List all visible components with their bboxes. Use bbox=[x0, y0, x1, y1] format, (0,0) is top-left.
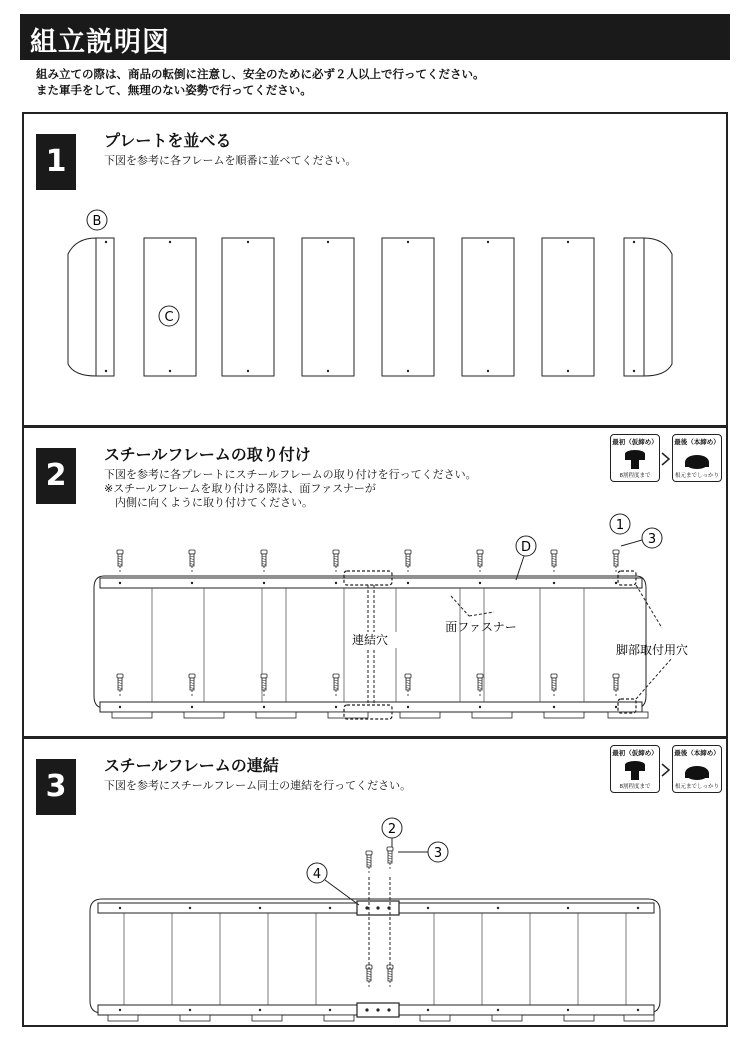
part-4-label: 4 bbox=[312, 867, 322, 882]
tighten-first-note-3: 8割程度まで bbox=[619, 784, 651, 790]
plate-hole bbox=[169, 370, 171, 372]
bolt-icon bbox=[117, 550, 123, 574]
frame-hole bbox=[615, 582, 617, 584]
tighten-first-title: 最初（仮締め） bbox=[612, 438, 658, 446]
frame-hole bbox=[263, 582, 265, 584]
foot-pad bbox=[256, 712, 296, 718]
connector-hole bbox=[387, 1008, 390, 1011]
step-2-desc-line-1: 下図を参考に各プレートにスチールフレームの取り付けを行ってください。 bbox=[104, 468, 477, 481]
plate-hole bbox=[407, 241, 409, 243]
step-3-title: スチールフレームの連結 bbox=[104, 756, 279, 775]
step-2-desc-line-3: 内側に向くように取り付けてください。 bbox=[104, 496, 313, 509]
plate-6 bbox=[542, 238, 594, 376]
intro-line-1: 組み立ての際は、商品の転倒に注意し、安全のために必ず２人以上で行ってください。 bbox=[36, 67, 485, 81]
plate-hole bbox=[487, 370, 489, 372]
connector-hole bbox=[365, 1008, 368, 1011]
steel-frame-bottom bbox=[100, 702, 642, 712]
frame-hole bbox=[615, 706, 617, 708]
foot-pad bbox=[608, 712, 648, 718]
frame-hole bbox=[497, 907, 499, 909]
plate-4 bbox=[382, 238, 434, 376]
plate-5 bbox=[462, 238, 514, 376]
frame-hole bbox=[329, 1009, 331, 1011]
foot-pad bbox=[420, 1015, 450, 1021]
foot-pad bbox=[180, 1015, 210, 1021]
plate-row bbox=[144, 238, 594, 376]
tighten-last-note: 根元までしっかり bbox=[674, 473, 719, 479]
foot-pad bbox=[108, 1015, 138, 1021]
bolt-icon bbox=[477, 550, 483, 574]
bolt-icon bbox=[387, 847, 393, 871]
tighten-last-title-3: 最後（本締め） bbox=[674, 749, 720, 757]
plate-hole bbox=[567, 241, 569, 243]
step-3-diagram bbox=[24, 739, 726, 1025]
frame-hole bbox=[407, 582, 409, 584]
frame-hole bbox=[189, 1009, 191, 1011]
frame-hole bbox=[259, 907, 261, 909]
frame-hole bbox=[119, 706, 121, 708]
plate-hole bbox=[487, 241, 489, 243]
step-3-number: 3 bbox=[36, 759, 76, 815]
intro-line-2: また軍手をして、無理のない姿勢で行ってください。 bbox=[36, 83, 312, 97]
title-bar bbox=[20, 14, 730, 60]
frame-hole bbox=[479, 706, 481, 708]
foot-pad bbox=[472, 712, 512, 718]
bolt-icon bbox=[261, 550, 267, 574]
end-plate-left bbox=[68, 238, 114, 376]
plate-hole bbox=[327, 370, 329, 372]
step-2-desc-line-2: ※スチールフレームを取り付ける際は、面ファスナーが bbox=[104, 482, 376, 495]
foot-pad bbox=[252, 1015, 282, 1021]
connector-hole bbox=[365, 906, 368, 909]
step-1-desc: 下図を参考に各フレームを順番に並べてください。 bbox=[104, 154, 357, 167]
step-1-panel bbox=[22, 112, 728, 427]
part-3-label: 3 bbox=[647, 532, 657, 547]
frame-hole bbox=[335, 706, 337, 708]
plate-hole bbox=[247, 370, 249, 372]
part-2-label: 2 bbox=[387, 822, 397, 837]
label-c: C bbox=[164, 310, 174, 325]
step-2-number: 2 bbox=[36, 448, 76, 504]
frame-hole bbox=[427, 1009, 429, 1011]
step-2-diagram bbox=[24, 428, 726, 736]
steel-frame-top bbox=[100, 578, 642, 588]
tighten-last-note-3: 根元までしっかり bbox=[674, 784, 719, 790]
plate-hole bbox=[327, 241, 329, 243]
step-2-panel bbox=[22, 426, 728, 738]
velcro-label: 面ファスナー bbox=[445, 620, 517, 634]
plate-hole bbox=[247, 241, 249, 243]
bolt-icon bbox=[613, 550, 619, 574]
frame-hole bbox=[263, 706, 265, 708]
bolt-icon bbox=[366, 851, 372, 875]
bolt-icon bbox=[189, 550, 195, 574]
step-1-number: 1 bbox=[36, 134, 76, 190]
frame-hole bbox=[479, 582, 481, 584]
tighten-first-note: 8割程度まで bbox=[619, 473, 651, 479]
part-1-label: 1 bbox=[615, 518, 625, 533]
end-plate-right bbox=[624, 238, 672, 376]
frame-hole bbox=[119, 1009, 121, 1011]
plate-1 bbox=[144, 238, 196, 376]
foot-pad bbox=[324, 1015, 354, 1021]
step-1-title: プレートを並べる bbox=[104, 131, 232, 150]
connect-hole-label: 連結穴 bbox=[351, 633, 389, 647]
frame-hole bbox=[189, 907, 191, 909]
frame-hole bbox=[191, 582, 193, 584]
frame-hole bbox=[259, 1009, 261, 1011]
step-3-panel bbox=[22, 737, 728, 1027]
frame-hole bbox=[637, 907, 639, 909]
tighten-first-title-3: 最初（仮締め） bbox=[612, 749, 658, 757]
frame-hole bbox=[335, 582, 337, 584]
page-title: 組立説明図 bbox=[30, 27, 170, 58]
step-1-diagram bbox=[24, 114, 726, 425]
plate-hole bbox=[407, 370, 409, 372]
plate-hole bbox=[567, 370, 569, 372]
foot-pad bbox=[400, 712, 440, 718]
frame-hole bbox=[329, 907, 331, 909]
frame-hole bbox=[553, 582, 555, 584]
frame-hole bbox=[191, 706, 193, 708]
foot-pad bbox=[184, 712, 224, 718]
frame-hole bbox=[427, 907, 429, 909]
connector-hole bbox=[376, 1008, 379, 1011]
connector-hole bbox=[376, 906, 379, 909]
frame-hole bbox=[553, 706, 555, 708]
leg-hole-label: 脚部取付用穴 bbox=[615, 643, 689, 657]
bolt-icon bbox=[551, 550, 557, 574]
frame-hole bbox=[497, 1009, 499, 1011]
frame-hole bbox=[407, 706, 409, 708]
plate-2 bbox=[222, 238, 274, 376]
frame-hole bbox=[637, 1009, 639, 1011]
label-b: B bbox=[92, 214, 102, 229]
foot-pad bbox=[328, 712, 368, 718]
bolt-icon bbox=[333, 550, 339, 574]
plate-3 bbox=[302, 238, 354, 376]
step-3-desc: 下図を参考にスチールフレーム同士の連結を行ってください。 bbox=[104, 779, 412, 792]
foot-pad bbox=[544, 712, 584, 718]
frame-hole bbox=[119, 582, 121, 584]
frame-hole bbox=[119, 907, 121, 909]
foot-pad bbox=[492, 1015, 522, 1021]
frame-hole bbox=[567, 907, 569, 909]
foot-pad bbox=[112, 712, 152, 718]
foot-pad bbox=[564, 1015, 594, 1021]
joined-bench bbox=[90, 899, 660, 1021]
intro-text bbox=[36, 66, 485, 98]
bolt-icon bbox=[405, 550, 411, 574]
frame-hole bbox=[567, 1009, 569, 1011]
foot-pad bbox=[624, 1015, 654, 1021]
tighten-last-title: 最後（本締め） bbox=[674, 438, 720, 446]
step-2-title: スチールフレームの取り付け bbox=[104, 445, 311, 464]
label-d: D bbox=[520, 540, 532, 555]
part-3-label-s3: 3 bbox=[433, 846, 443, 861]
plate-hole bbox=[169, 241, 171, 243]
